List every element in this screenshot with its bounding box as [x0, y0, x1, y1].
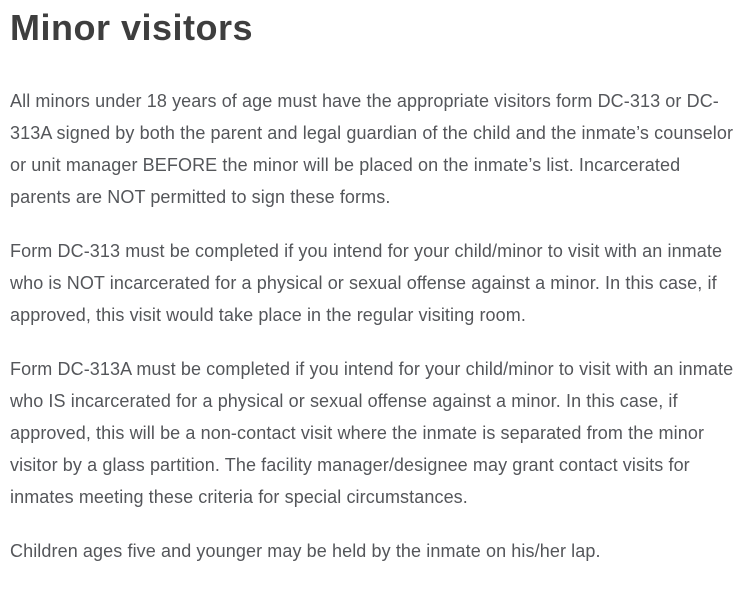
- paragraph-minor-forms-requirement: All minors under 18 years of age must have the appropriate visitors form DC-313 or DC-313A signed by both the parent and legal guardian of the child and the inmate’s counselor or unit manager BEFORE the minor will be placed on the inmate’s list. Incarcerated parents are NOT permitted to sign these forms.: [10, 91, 734, 207]
- page-title: Minor visitors: [10, 7, 254, 48]
- paragraph-children-lap: Children ages five and younger may be held by the inmate on his/her lap.: [10, 541, 601, 561]
- paragraph-form-dc313a: Form DC-313A must be completed if you intend for your child/minor to visit with an inmate who IS incarcerated for a physical or sexual offense against a minor. In this case, if approved, this will be a non-contact visit where the inmate is separated from the minor visitor by a glass partition. The facility manager/designee may grant contact visits for inmates meeting these criteria for special circumstances.: [10, 359, 734, 507]
- paragraph-form-dc313: Form DC-313 must be completed if you intend for your child/minor to visit with an inmate who is NOT incarcerated for a physical or sexual offense against a minor. In this case, if approved, this visit would take place in the regular visiting room.: [10, 241, 723, 325]
